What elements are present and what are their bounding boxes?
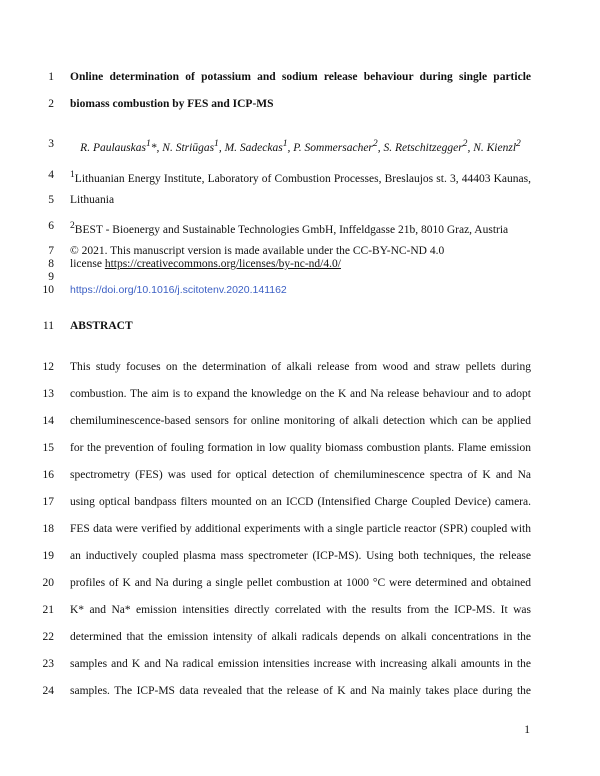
line-number: 20: [42, 577, 54, 589]
line-number: 16: [42, 469, 54, 481]
affiliation-1: $^1$Lithuanian Energy Institute, Laboratory of Combustion Processes, Breslaujos st. 3, 44403 Kaunas,: [70, 169, 531, 185]
line-number: 23: [42, 658, 54, 670]
license-prefix: license: [70, 258, 105, 270]
line-number: 22: [42, 631, 54, 643]
line-number: 19: [42, 550, 54, 562]
line-number: 6: [48, 220, 54, 232]
line-number: 5: [48, 194, 54, 206]
abstract-line: combustion. The aim is to expand the knowledge on the K and Na release behaviour and to adopt: [70, 388, 531, 400]
abstract-line: spectrometry (FES) was used for optical detection of chemiluminescence spectra of K and Na: [70, 469, 531, 481]
line-number: 13: [42, 388, 54, 400]
line-number: 8: [48, 258, 54, 270]
line-number: 14: [42, 415, 54, 427]
line-number: 12: [42, 361, 54, 373]
abstract-line: FES data were verified by additional experiments with a single particle reactor (SPR) coupled with: [70, 523, 531, 535]
abstract-line: using optical bandpass filters mounted on an ICCD (Intensified Charge Coupled Device) camera.: [70, 496, 531, 508]
abstract-line: chemiluminescence-based sensors for online monitoring of alkali detection which can be applied: [70, 415, 531, 427]
license-statement: © 2021. This manuscript version is made available under the CC-BY-NC-ND 4.0: [70, 245, 445, 257]
abstract-line: This study focuses on the determination of alkali release from wood and straw pellets during: [70, 361, 531, 373]
affiliation-1-continued: Lithuania: [70, 194, 115, 206]
line-number: 17: [42, 496, 54, 508]
page-number: 1: [524, 724, 530, 736]
line-number: 15: [42, 442, 54, 454]
paper-title-line: Online determination of potassium and sodium release behaviour during single particle: [70, 71, 531, 83]
line-number: 7: [48, 245, 54, 257]
abstract-line: determined that the emission intensity of alkali radicals depends on alkali concentrations in the: [70, 631, 531, 643]
abstract-line: samples and K and Na radical emission intensities increase with increasing alkali amounts in the: [70, 658, 531, 670]
line-number: 10: [42, 284, 54, 296]
abstract-heading: ABSTRACT: [70, 320, 133, 332]
abstract-line: K* and Na* emission intensities directly correlated with the results from the ICP-MS. It was: [70, 604, 531, 616]
license-line: [70, 257, 531, 271]
line-number: 9: [48, 271, 54, 283]
author-list: R. Paulauskas$^1$*, N. Striūgas$^1$, M. Sadeckas$^1$, P. Sommersacher$^2$, S. Retschitzegger$^2$, N. Kienzl$^2$: [80, 138, 521, 154]
affiliation-2-text: BEST - Bioenergy and Sustainable Technologies GmbH, Inffeldgasse 21b, 8010 Graz, Austria: [74, 223, 509, 236]
line-number: 21: [42, 604, 54, 616]
line-number: 24: [42, 685, 54, 697]
line-number: 2: [48, 98, 54, 110]
affiliation-2: $^2$BEST - Bioenergy and Sustainable Technologies GmbH, Inffeldgasse 21b, 8010 Graz, Austria: [70, 220, 509, 236]
license-link[interactable]: https://creativecommons.org/licenses/by-nc-nd/4.0/: [104, 258, 341, 270]
abstract-line: for the prevention of fouling formation in low quality biomass combustion plants. Flame emission: [70, 442, 531, 454]
paper-title-line: biomass combustion by FES and ICP-MS: [70, 98, 274, 110]
line-number: 1: [48, 71, 54, 83]
abstract-line: samples. The ICP-MS data revealed that the release of K and Na mainly takes place during the: [70, 685, 531, 697]
line-number: 4: [48, 169, 54, 181]
line-number: 18: [42, 523, 54, 535]
abstract-line: an inductively coupled plasma mass spectrometer (ICP-MS). Using both techniques, the release: [70, 550, 531, 562]
line-number: 11: [42, 320, 54, 332]
affiliation-1-text: Lithuanian Energy Institute, Laboratory of Combustion Processes, Breslaujos st. 3, 44403 Kaunas,: [74, 172, 531, 185]
abstract-line: profiles of K and Na during a single pellet combustion at 1000 °C were determined and obtained: [70, 577, 531, 589]
line-number: 3: [48, 138, 54, 150]
doi-link[interactable]: https://doi.org/10.1016/j.scitotenv.2020.141162: [70, 284, 287, 296]
